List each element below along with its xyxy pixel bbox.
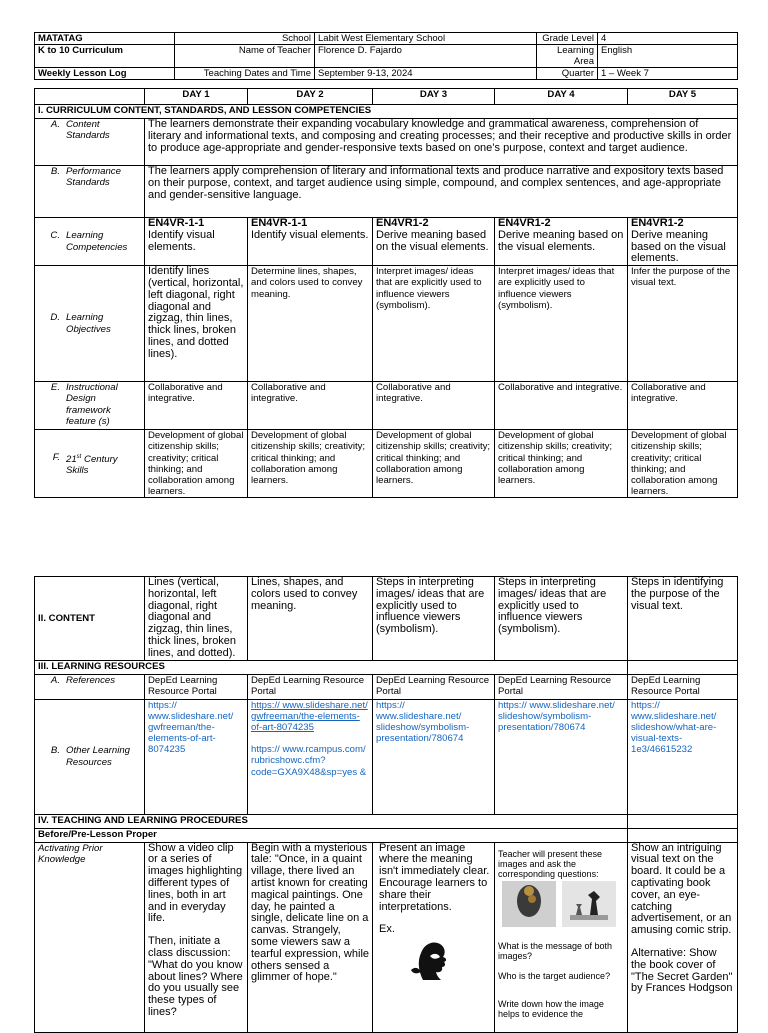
references-day-1: DepEd Learning Resource Portal <box>145 674 248 699</box>
skills-label-number: 21 <box>66 453 77 465</box>
instructional-day-4: Collaborative and integrative. <box>495 382 628 430</box>
row-label: Content Standards <box>66 119 110 142</box>
skills-day-1: Development of global citizenship skills; creativity; critical thinking; and collaboration among learners. <box>145 430 248 498</box>
activating-day-5 <box>628 842 738 1032</box>
row-letter: A. <box>50 674 60 686</box>
grade-level-value: 4 <box>598 33 738 45</box>
row-letter: A. <box>50 119 60 130</box>
competency-text: Derive meaning based on the visual elements. <box>376 228 489 253</box>
row-letter: E. <box>50 382 60 394</box>
content-standards-label <box>35 119 145 166</box>
row-label: References <box>66 674 116 686</box>
references-day-2: DepEd Learning Resource Portal <box>248 674 373 699</box>
learning-area-value: English <box>598 45 738 68</box>
content-label: II. CONTENT <box>35 577 145 661</box>
section-curriculum-heading: I. CURRICULUM CONTENT, STANDARDS, AND LESSON COMPETENCIES <box>35 105 738 119</box>
day-2-header: DAY 2 <box>248 89 373 105</box>
competency-day-5 <box>628 218 738 266</box>
learning-area-label: Learning Area <box>537 45 598 68</box>
instructional-design-label <box>35 382 145 430</box>
objective-day-2: Determine lines, shapes, and colors used to convey meaning. <box>248 266 373 382</box>
face-silhouette-image <box>409 938 455 980</box>
skills-label-sup: st <box>76 453 82 460</box>
skills-day-4: Development of global citizenship skills; creativity; critical thinking; and collaboration among learners. <box>495 430 628 498</box>
section-learning-resources-heading: III. LEARNING RESOURCES <box>35 660 628 674</box>
objective-day-4: Interpret images/ ideas that are explicitly used to influence viewers (symbolism). <box>495 266 628 382</box>
before-lesson-heading: Before/Pre-Lesson Proper <box>35 828 628 842</box>
before-lesson-blank <box>628 828 738 842</box>
day-1-header: DAY 1 <box>145 89 248 105</box>
activating-day-4-question-3: Write down how the image helps to evidence the <box>498 998 604 1019</box>
section-resources-blank <box>628 660 738 674</box>
activating-day-2: Begin with a mysterious tale: "Once, in a quaint village, there lived an artist known for creating magical paintings. One day, he painted a single, delicate line on a canvas. Strangely, some viewers saw a tearful expression, while others sensed a glimmer of hope." <box>248 842 373 1032</box>
activating-day-4 <box>495 842 628 1032</box>
competency-day-1 <box>145 218 248 266</box>
row-letter: B. <box>50 745 60 757</box>
activating-day-4-question-1: What is the message of both images? <box>498 940 613 961</box>
activating-day-1 <box>145 842 248 1032</box>
activating-day-1-text: Show a video clip or a series of images highlighting different types of lines, both in art and in everyday life. <box>148 841 243 925</box>
performance-standards-label <box>35 166 145 218</box>
row-letter: D. <box>50 312 60 324</box>
resource-link-day-3[interactable]: https:// www.slideshare.net/ slideshow/symbolism-presentation/780674 <box>373 699 495 814</box>
activating-day-5-text: Show an intriguing visual text on the board. It could be a captivating book cover, an eye-catching advertisement, or an amusing comic strip. <box>631 841 732 937</box>
resource-link-day-2b[interactable]: https:// www.rcampus.com/ rubricshowc.cfm? code=GXA9X48&sp=yes & <box>251 744 367 778</box>
row-label: Learning Objectives <box>66 312 111 335</box>
resource-link-day-5[interactable]: https:// www.slideshare.net/ slideshow/what-are-visual-texts-1e3/46615232 <box>628 699 738 814</box>
chess-pieces-image <box>562 881 616 927</box>
content-day-2: Lines, shapes, and colors used to convey meaning. <box>248 577 373 661</box>
row-letter: C. <box>50 230 60 242</box>
objective-day-1: Identify lines (vertical, horizontal, left diagonal, right diagonal and zigzag, thin lines, thick lines, broken lines, and dotted lines). <box>145 266 248 382</box>
performance-standards-text-main: The learners apply comprehension of literary and informational texts and produce narrative and expository texts based on their purpose, context, and target audience using simple, compound, and complex sentences, and age-appropriate <box>148 165 724 189</box>
activating-day-3-text: Present an image where the meaning isn't immediately clear. Encourage learners to share their interpretations. <box>379 841 490 913</box>
competency-code: EN4VR-1-1 <box>148 217 205 229</box>
blank-header-cell <box>35 89 145 105</box>
row-label <box>66 452 141 477</box>
references-day-3: DepEd Learning Resource Portal <box>373 674 495 699</box>
instructional-day-3: Collaborative and integrative. <box>373 382 495 430</box>
activating-prior-knowledge-label: Activating Prior Knowledge <box>35 842 145 1032</box>
quarter-label: Quarter <box>537 68 598 80</box>
hand-coins-image <box>502 881 556 927</box>
section-procedures-blank <box>628 814 738 828</box>
activating-day-3 <box>373 842 495 1032</box>
content-day-4: Steps in interpreting images/ ideas that are explicitly used to influence viewers (symbolism). <box>495 577 628 661</box>
competency-code: EN4VR1-2 <box>498 217 551 229</box>
header-title-curriculum: K to 10 Curriculum <box>35 45 175 68</box>
teacher-value: Florence D. Fajardo <box>315 45 537 68</box>
instructional-day-1: Collaborative and integrative. <box>145 382 248 430</box>
activating-day-1-discussion: Then, initiate a class discussion: "What do you know about lines? Where do you usually see these types of lines? <box>148 935 243 1018</box>
content-day-3: Steps in interpreting images/ ideas that are explicitly used to influence viewers (symbolism). <box>373 577 495 661</box>
skills-label-text: Century Skills <box>66 453 118 476</box>
competency-day-4 <box>495 218 628 266</box>
references-day-4: DepEd Learning Resource Portal <box>495 674 628 699</box>
header-table <box>34 32 738 80</box>
activating-day-3-example-label: Ex. <box>379 923 395 936</box>
instructional-day-2: Collaborative and integrative. <box>248 382 373 430</box>
content-resources-table <box>34 576 738 1033</box>
competency-code: EN4VR1-2 <box>376 217 429 229</box>
competency-day-3 <box>373 218 495 266</box>
day-5-header: DAY 5 <box>628 89 738 105</box>
competency-text: Derive meaning based on the visual elements. <box>631 228 726 265</box>
references-label <box>35 674 145 699</box>
competency-text: Derive meaning based on the visual elements. <box>498 228 624 253</box>
content-day-5: Steps in identifying the purpose of the visual text. <box>628 577 738 661</box>
school-value: Labit West Elementary School <box>315 33 537 45</box>
row-label: Other Learning Resources <box>66 745 130 768</box>
content-standards-text: The learners demonstrate their expanding vocabulary knowledge and grammatical awareness, comprehension of literary and informational texts, and composing and creating processes; and their receptive and productive skills in order to produce age-appropriate and gender-responsive texts based on one’s purpose, context and target audience. <box>145 119 738 166</box>
header-title-weekly-log: Weekly Lesson Log <box>35 68 175 80</box>
performance-standards-text-cont: and gender-sensitive language. <box>148 188 302 201</box>
resource-links-day-2 <box>248 699 373 814</box>
learning-objectives-label <box>35 266 145 382</box>
skills-day-2: Development of global citizenship skills; creativity; critical thinking; and collaboration among learners. <box>248 430 373 498</box>
grade-level-label: Grade Level <box>537 33 598 45</box>
dates-label: Teaching Dates and Time <box>175 68 315 80</box>
competency-day-2 <box>248 218 373 266</box>
learning-competencies-label <box>35 218 145 266</box>
competency-text: Identify visual elements. <box>148 228 215 253</box>
teacher-label: Name of Teacher <box>175 45 315 68</box>
objective-day-3: Interpret images/ ideas that are explicitly used to influence viewers (symbolism). <box>373 266 495 382</box>
row-letter: F. <box>52 451 60 463</box>
dates-value: September 9-13, 2024 <box>315 68 537 80</box>
content-day-1: Lines (vertical, horizontal, left diagonal, right diagonal and zigzag, thin lines, thick lines, broken lines, and dotted). <box>145 577 248 661</box>
activating-day-4-text: Teacher will present these images and ask the corresponding questions: <box>498 848 603 879</box>
row-letter: B. <box>50 166 60 177</box>
competency-code: EN4VR1-2 <box>631 217 684 229</box>
century-skills-label <box>35 430 145 498</box>
references-day-5: DepEd Learning Resource Portal <box>628 674 738 699</box>
objective-day-5: Infer the purpose of the visual text. <box>628 266 738 382</box>
skills-day-5: Development of global citizenship skills; creativity; critical thinking; and collaboration among learners. <box>628 430 738 498</box>
day-4-header: DAY 4 <box>495 89 628 105</box>
row-label: Performance Standards <box>66 166 121 189</box>
competency-code: EN4VR-1-1 <box>251 217 308 229</box>
section-procedures-heading: IV. TEACHING AND LEARNING PROCEDURES <box>35 814 628 828</box>
instructional-day-5: Collaborative and integrative. <box>628 382 738 430</box>
header-title-matatag: MATATAG <box>35 33 175 45</box>
quarter-value: 1 – Week 7 <box>598 68 738 80</box>
curriculum-table <box>34 88 738 498</box>
other-resources-label <box>35 699 145 814</box>
resource-link-day-1[interactable]: https:// www.slideshare.net/ gwfreeman/the-elements-of-art-8074235 <box>145 699 248 814</box>
activating-day-4-question-2: Who is the target audience? <box>498 970 611 981</box>
row-label: Instructional Design framework feature (s) <box>66 382 118 427</box>
performance-standards-text <box>145 166 738 218</box>
resource-link-day-4[interactable]: https:// www.slideshare.net/ slideshow/symbolism-presentation/780674 <box>495 699 628 814</box>
activating-day-5-alternative: Alternative: Show the book cover of "The Secret Garden" by Frances Hodgson <box>631 946 733 995</box>
resource-link-day-2a[interactable]: https:// www.slideshare.net/ gwfreeman/the-elements-of-art-8074235 <box>251 699 368 733</box>
competency-text: Identify visual elements. <box>251 228 369 241</box>
day-3-header: DAY 3 <box>373 89 495 105</box>
row-label: Learning Competencies <box>66 230 128 253</box>
activating-day-4-images <box>502 881 624 927</box>
school-label: School <box>175 33 315 45</box>
skills-day-3: Development of global citizenship skills; creativity; critical thinking; and collaboration among learners. <box>373 430 495 498</box>
